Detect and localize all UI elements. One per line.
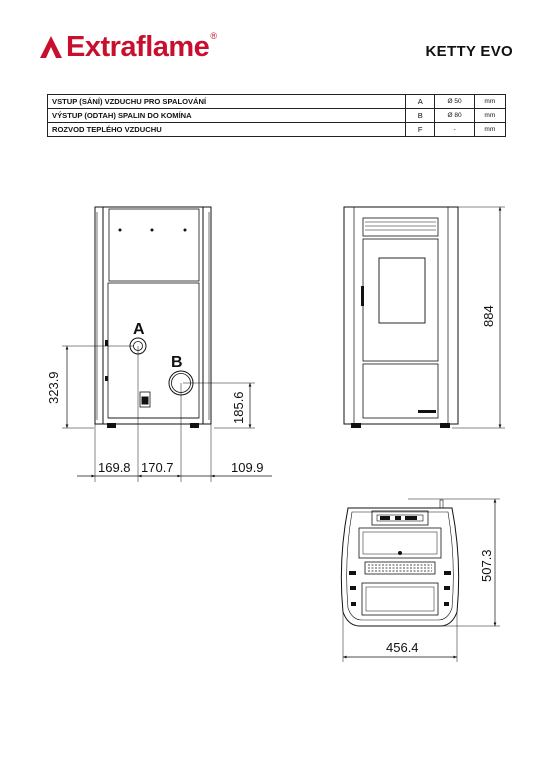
spec-unit: mm bbox=[474, 95, 505, 109]
foot-icon bbox=[107, 423, 116, 428]
spec-unit: mm bbox=[474, 109, 505, 123]
brand-name: Extraflame bbox=[66, 30, 210, 63]
spec-diameter: Ø 50 bbox=[435, 95, 474, 109]
label-b: B bbox=[171, 354, 183, 371]
foot-icon bbox=[440, 423, 450, 428]
foot-icon bbox=[190, 423, 199, 428]
label-a: A bbox=[133, 321, 145, 338]
registered-mark: ® bbox=[210, 31, 217, 41]
spec-unit: mm bbox=[474, 123, 505, 137]
spec-description: ROZVOD TEPLÉHO VZDUCHU bbox=[48, 123, 406, 137]
front-view-outline bbox=[344, 207, 458, 424]
door-handle-icon bbox=[361, 286, 364, 306]
spec-diameter: Ø 80 bbox=[435, 109, 474, 123]
dim-height-a: 323.9 bbox=[46, 371, 61, 404]
dim-total-height: 884 bbox=[481, 305, 496, 327]
top-view-outline bbox=[341, 508, 458, 626]
spec-code: B bbox=[406, 109, 435, 123]
stove-window bbox=[379, 258, 425, 323]
rear-view bbox=[95, 207, 211, 428]
top-view-dimensions bbox=[343, 499, 500, 662]
spec-description: VÝSTUP (ODTAH) SPALIN DO KOMÍNA bbox=[48, 109, 406, 123]
stove-door bbox=[363, 239, 438, 361]
top-view bbox=[341, 500, 458, 626]
foot-icon bbox=[351, 423, 361, 428]
front-view bbox=[344, 207, 458, 428]
spec-code: A bbox=[406, 95, 435, 109]
dim-right: 109.9 bbox=[231, 460, 264, 475]
spec-description: VSTUP (SÁNÍ) VZDUCHU PRO SPALOVÁNÍ bbox=[48, 95, 406, 109]
dim-height-b: 185.6 bbox=[231, 391, 246, 424]
dim-width: 456.4 bbox=[386, 640, 419, 655]
dim-center: 170.7 bbox=[141, 460, 174, 475]
rear-view-outline bbox=[95, 207, 211, 424]
spec-diameter: - bbox=[435, 123, 474, 137]
front-view-dimensions bbox=[452, 207, 505, 428]
model-name: KETTY EVO bbox=[425, 43, 513, 60]
dim-left: 169.8 bbox=[98, 460, 131, 475]
spec-code: F bbox=[406, 123, 435, 137]
dim-depth: 507.3 bbox=[479, 549, 494, 582]
